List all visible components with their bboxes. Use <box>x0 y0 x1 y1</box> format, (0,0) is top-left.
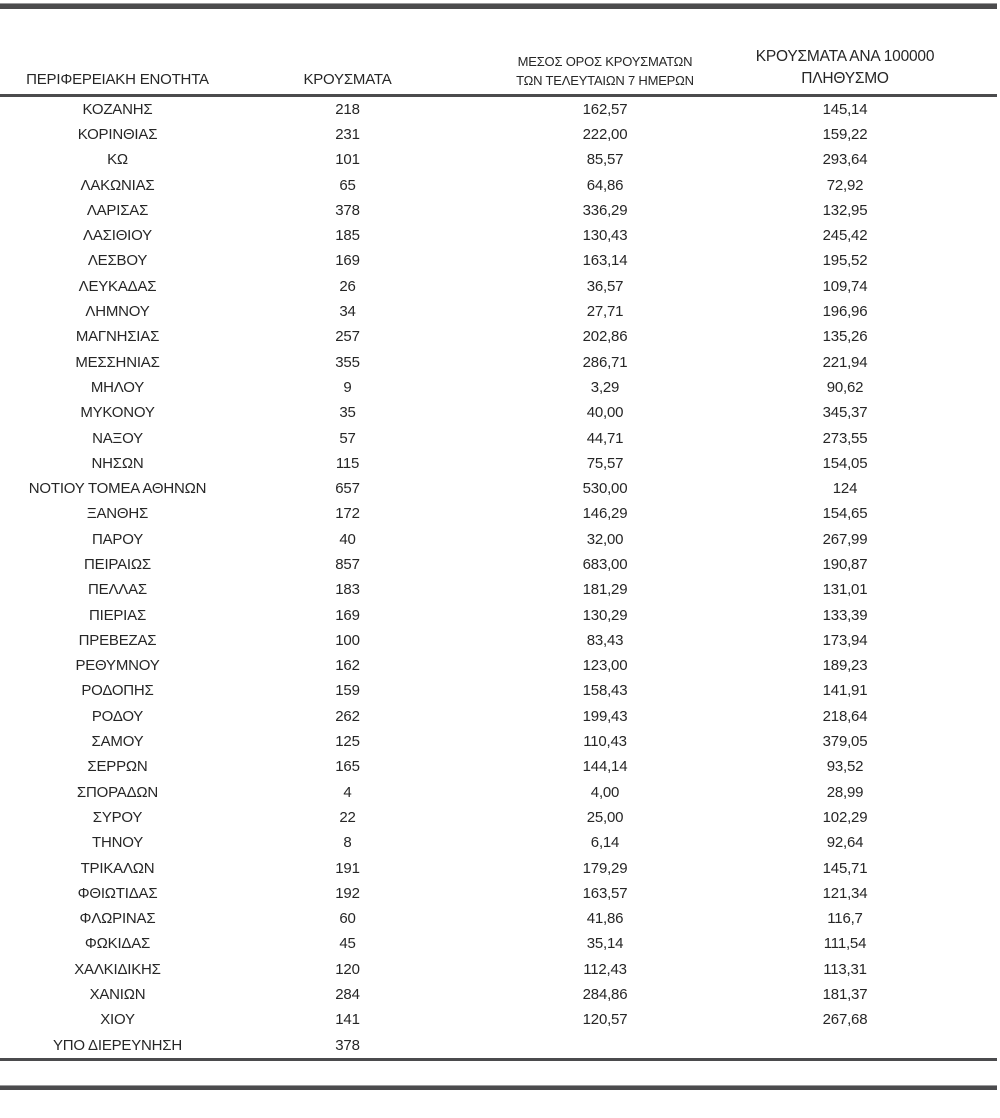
spacer-cell <box>940 729 997 754</box>
avg7-cell: 25,00 <box>586 808 624 826</box>
spacer-cell <box>940 122 997 147</box>
cases-cell: 857 <box>335 555 360 573</box>
spacer-cell <box>940 324 997 349</box>
cases-cell: 65 <box>339 176 356 194</box>
cases-cell: 657 <box>335 480 360 498</box>
spacer-cell <box>940 780 997 805</box>
cases-cell: 378 <box>335 1036 360 1054</box>
per100k-cell: 267,99 <box>822 530 868 548</box>
regional-cases-table <box>0 8 997 1061</box>
table-row <box>0 830 997 855</box>
table-row <box>0 931 997 956</box>
region-cell: ΥΠΟ ΔΙΕΡΕΥΝΗΣΗ <box>52 1036 183 1054</box>
spacer-cell <box>940 577 997 602</box>
table-row <box>0 906 997 931</box>
per100k-cell: 111,54 <box>823 935 867 953</box>
spacer-cell <box>940 855 997 880</box>
per100k-cell: 159,22 <box>822 125 868 143</box>
avg7-cell: 110,43 <box>583 733 627 751</box>
table-row <box>0 95 997 122</box>
per100k-cell: 113,31 <box>823 960 867 978</box>
per100k-cell: 133,39 <box>822 606 868 624</box>
per100k-cell: 154,05 <box>822 454 868 472</box>
avg7-cell: 181,29 <box>582 581 628 599</box>
region-cell: ΠΕΛΛΑΣ <box>88 581 147 599</box>
spacer-cell <box>940 274 997 299</box>
per100k-cell: 28,99 <box>826 783 864 801</box>
cases-cell: 45 <box>339 935 356 953</box>
column-header-region-label: ΠΕΡΙΦΕΡΕΙΑΚΗ ΕΝΟΤΗΤΑ <box>26 70 209 88</box>
table-row <box>0 274 997 299</box>
region-cell: ΜΗΛΟΥ <box>90 378 145 396</box>
cases-cell: 169 <box>335 606 360 624</box>
region-cell: ΧΑΝΙΩΝ <box>89 986 146 1004</box>
spacer-cell <box>940 678 997 703</box>
cases-cell: 120 <box>335 960 360 978</box>
per100k-cell: 141,91 <box>822 682 868 700</box>
table-row <box>0 172 997 197</box>
region-cell: ΚΟΡΙΝΘΙΑΣ <box>77 125 158 143</box>
spacer-cell <box>940 400 997 425</box>
table-header <box>0 8 997 95</box>
table-row <box>0 855 997 880</box>
per100k-cell: 132,95 <box>822 201 868 219</box>
region-cell: ΠΑΡΟΥ <box>91 530 144 548</box>
cases-cell: 26 <box>339 277 356 295</box>
table-row <box>0 324 997 349</box>
per100k-cell: 190,87 <box>822 555 868 573</box>
per100k-cell: 181,37 <box>822 986 868 1004</box>
cases-cell: 4 <box>343 783 352 801</box>
table-row <box>0 678 997 703</box>
table-row <box>0 754 997 779</box>
region-cell: ΡΕΘΥΜΝΟΥ <box>75 657 160 675</box>
table-row <box>0 982 997 1007</box>
per100k-cell: 196,96 <box>822 303 868 321</box>
avg7-cell: 112,43 <box>583 960 627 978</box>
per100k-cell: 379,05 <box>822 733 868 751</box>
region-cell: ΦΛΩΡΙΝΑΣ <box>79 910 156 928</box>
region-cell: ΝΑΞΟΥ <box>92 429 143 447</box>
avg7-cell: 3,29 <box>590 378 620 396</box>
table-row <box>0 299 997 324</box>
avg7-cell: 44,71 <box>586 429 624 447</box>
spacer-cell <box>940 299 997 324</box>
region-cell: ΡΟΔΟΠΗΣ <box>81 682 154 700</box>
spacer-cell <box>940 501 997 526</box>
per100k-cell: 267,68 <box>822 1011 868 1029</box>
spacer-cell <box>940 451 997 476</box>
column-header-7day-average <box>460 8 750 95</box>
table-row <box>0 451 997 476</box>
per100k-cell: 154,65 <box>822 505 868 523</box>
avg7-cell: 36,57 <box>586 277 624 295</box>
table-row <box>0 552 997 577</box>
cases-cell: 159 <box>335 682 360 700</box>
region-cell: ΣΥΡΟΥ <box>92 808 143 826</box>
per100k-cell: 102,29 <box>822 808 868 826</box>
cases-cell: 125 <box>335 733 360 751</box>
cases-cell: 231 <box>335 125 360 143</box>
region-cell: ΠΡΕΒΕΖΑΣ <box>78 631 157 649</box>
cases-cell: 115 <box>335 454 360 472</box>
spacer-cell <box>940 931 997 956</box>
table-row <box>0 1007 997 1032</box>
avg7-cell: 199,43 <box>582 707 628 725</box>
column-header-spacer <box>940 8 997 95</box>
region-cell: ΞΑΝΘΗΣ <box>86 505 149 523</box>
table-row <box>0 602 997 627</box>
table-row <box>0 805 997 830</box>
region-cell: ΧΙΟΥ <box>100 1011 135 1029</box>
avg7-cell: 75,57 <box>586 454 624 472</box>
column-header-per-100000-line1: ΚΡΟΥΣΜΑΤΑ ΑΝΑ 100000 <box>755 47 935 65</box>
table-row <box>0 425 997 450</box>
table-row <box>0 1032 997 1059</box>
spacer-cell <box>940 754 997 779</box>
table-row <box>0 349 997 374</box>
per100k-cell: 273,55 <box>822 429 868 447</box>
spacer-cell <box>940 425 997 450</box>
avg7-cell: 336,29 <box>582 201 628 219</box>
spacer-cell <box>940 982 997 1007</box>
table-row <box>0 375 997 400</box>
cases-cell: 165 <box>335 758 360 776</box>
spacer-cell <box>940 95 997 122</box>
table-row <box>0 780 997 805</box>
table-row <box>0 653 997 678</box>
region-cell: ΜΥΚΟΝΟΥ <box>80 404 155 422</box>
cases-cell: 162 <box>335 657 360 675</box>
cases-cell: 141 <box>335 1011 360 1029</box>
per100k-cell: 135,26 <box>822 328 868 346</box>
region-cell: ΛΕΣΒΟΥ <box>87 252 148 270</box>
spacer-cell <box>940 375 997 400</box>
per100k-cell: 109,74 <box>822 277 868 295</box>
spacer-cell <box>940 628 997 653</box>
region-cell: ΚΩ <box>107 151 128 169</box>
bottom-rule <box>0 1085 997 1090</box>
cases-cell: 355 <box>335 353 360 371</box>
cases-cell: 218 <box>335 100 360 118</box>
spacer-cell <box>940 527 997 552</box>
spacer-cell <box>940 349 997 374</box>
spacer-cell <box>940 552 997 577</box>
region-cell: ΛΗΜΝΟΥ <box>85 303 150 321</box>
per100k-cell: 116,7 <box>827 910 863 928</box>
avg7-cell: 32,00 <box>586 530 624 548</box>
table-row <box>0 729 997 754</box>
per100k-cell: 221,94 <box>822 353 868 371</box>
spacer-cell <box>940 248 997 273</box>
table-row <box>0 501 997 526</box>
avg7-cell: 27,71 <box>586 303 624 321</box>
table-row <box>0 957 997 982</box>
avg7-cell: 158,43 <box>582 682 628 700</box>
spacer-cell <box>940 906 997 931</box>
avg7-cell: 4,00 <box>590 783 620 801</box>
per100k-cell: 173,94 <box>822 631 868 649</box>
avg7-cell: 35,14 <box>586 935 624 953</box>
column-header-cases <box>235 8 460 95</box>
cases-cell: 191 <box>335 859 360 877</box>
avg7-cell: 41,86 <box>586 910 624 928</box>
table-row <box>0 147 997 172</box>
region-cell: ΜΑΓΝΗΣΙΑΣ <box>75 328 160 346</box>
cases-cell: 172 <box>335 505 360 523</box>
region-cell: ΤΗΝΟΥ <box>91 834 144 852</box>
cases-cell: 22 <box>339 808 356 826</box>
avg7-cell: 144,14 <box>582 758 628 776</box>
table-row <box>0 400 997 425</box>
spacer-cell <box>940 805 997 830</box>
table-row <box>0 248 997 273</box>
region-cell: ΛΑΚΩΝΙΑΣ <box>80 176 155 194</box>
table-row <box>0 223 997 248</box>
region-cell: ΛΑΡΙΣΑΣ <box>86 201 149 219</box>
per100k-cell: 93,52 <box>826 758 864 776</box>
table-row <box>0 122 997 147</box>
region-cell: ΚΟΖΑΝΗΣ <box>82 100 153 118</box>
table-row <box>0 527 997 552</box>
avg7-cell: 64,86 <box>586 176 624 194</box>
region-cell: ΠΙΕΡΙΑΣ <box>88 606 147 624</box>
per100k-cell: 121,34 <box>822 884 868 902</box>
spacer-cell <box>940 1032 997 1059</box>
avg7-cell: 202,86 <box>582 328 628 346</box>
cases-cell: 257 <box>335 328 360 346</box>
region-cell: ΠΕΙΡΑΙΩΣ <box>84 555 151 573</box>
per100k-cell: 131,01 <box>822 581 868 599</box>
cases-cell: 40 <box>339 530 356 548</box>
spacer-cell <box>940 957 997 982</box>
cases-cell: 284 <box>335 986 360 1004</box>
column-header-per-100000 <box>750 8 940 95</box>
region-cell: ΜΕΣΣΗΝΙΑΣ <box>75 353 160 371</box>
per100k-cell: 218,64 <box>822 707 868 725</box>
region-cell: ΛΕΥΚΑΔΑΣ <box>78 277 157 295</box>
column-header-7day-average-line2: ΤΩΝ ΤΕΛΕΥΤΑΙΩΝ 7 ΗΜΕΡΩΝ <box>516 72 694 88</box>
region-cell: ΣΕΡΡΩΝ <box>87 758 148 776</box>
per100k-cell: 293,64 <box>822 151 868 169</box>
avg7-cell: 130,43 <box>582 227 628 245</box>
column-header-per-100000-line2: ΠΛΗΘΥΣΜΟ <box>801 70 889 88</box>
cases-cell: 57 <box>339 429 356 447</box>
avg7-cell: 123,00 <box>582 657 628 675</box>
spacer-cell <box>940 881 997 906</box>
cases-cell: 35 <box>339 404 356 422</box>
per100k-cell: 145,71 <box>822 859 868 877</box>
avg7-cell: 85,57 <box>586 151 624 169</box>
avg7-cell: 284,86 <box>582 986 628 1004</box>
per100k-cell: 189,23 <box>822 657 868 675</box>
avg7-cell <box>460 1032 750 1059</box>
avg7-cell: 120,57 <box>582 1011 628 1029</box>
table-row <box>0 198 997 223</box>
spacer-cell <box>940 476 997 501</box>
region-cell: ΤΡΙΚΑΛΩΝ <box>80 859 155 877</box>
avg7-cell: 222,00 <box>582 125 628 143</box>
cases-cell: 60 <box>339 910 356 928</box>
cases-cell: 378 <box>335 201 360 219</box>
spacer-cell <box>940 147 997 172</box>
cases-cell: 9 <box>343 378 352 396</box>
table-row <box>0 577 997 602</box>
spacer-cell <box>940 1007 997 1032</box>
table-row <box>0 628 997 653</box>
per100k-cell: 345,37 <box>822 404 868 422</box>
per100k-cell: 90,62 <box>826 378 864 396</box>
avg7-cell: 6,14 <box>590 834 620 852</box>
cases-cell: 100 <box>335 631 360 649</box>
cases-cell: 183 <box>335 581 360 599</box>
spacer-cell <box>940 704 997 729</box>
avg7-cell: 83,43 <box>586 631 624 649</box>
avg7-cell: 530,00 <box>582 480 628 498</box>
region-cell: ΧΑΛΚΙΔΙΚΗΣ <box>74 960 161 978</box>
per100k-cell: 124 <box>832 480 858 498</box>
cases-cell: 101 <box>335 151 360 169</box>
region-cell: ΝΟΤΙΟΥ ΤΟΜΕΑ ΑΘΗΝΩΝ <box>28 480 207 498</box>
spacer-cell <box>940 602 997 627</box>
avg7-cell: 163,14 <box>582 252 628 270</box>
avg7-cell: 130,29 <box>582 606 628 624</box>
avg7-cell: 163,57 <box>582 884 628 902</box>
cases-cell: 262 <box>335 707 360 725</box>
region-cell: ΣΠΟΡΑΔΩΝ <box>76 783 159 801</box>
cases-cell: 34 <box>339 303 356 321</box>
spacer-cell <box>940 830 997 855</box>
per100k-cell: 145,14 <box>822 100 868 118</box>
cases-cell: 169 <box>335 252 360 270</box>
per100k-cell: 92,64 <box>826 834 864 852</box>
spacer-cell <box>940 653 997 678</box>
per100k-cell: 195,52 <box>822 252 868 270</box>
cases-cell: 192 <box>335 884 360 902</box>
column-header-cases-label: ΚΡΟΥΣΜΑΤΑ <box>303 70 392 88</box>
region-cell: ΦΩΚΙΔΑΣ <box>84 935 151 953</box>
column-header-7day-average-line1: ΜΕΣΟΣ ΟΡΟΣ ΚΡΟΥΣΜΑΤΩΝ <box>517 53 693 69</box>
table-body <box>0 95 997 1059</box>
avg7-cell: 146,29 <box>582 505 628 523</box>
cases-cell: 185 <box>335 227 360 245</box>
avg7-cell: 40,00 <box>586 404 624 422</box>
avg7-cell: 179,29 <box>582 859 628 877</box>
avg7-cell: 683,00 <box>582 555 628 573</box>
spacer-cell <box>940 223 997 248</box>
table-row <box>0 881 997 906</box>
per100k-cell: 72,92 <box>826 176 864 194</box>
avg7-cell: 162,57 <box>582 100 628 118</box>
per100k-cell: 245,42 <box>822 227 868 245</box>
region-cell: ΦΘΙΩΤΙΔΑΣ <box>77 884 158 902</box>
region-cell: ΛΑΣΙΘΙΟΥ <box>83 227 152 245</box>
spacer-cell <box>940 198 997 223</box>
region-cell: ΝΗΣΩΝ <box>91 454 144 472</box>
spacer-cell <box>940 172 997 197</box>
header-row <box>0 8 997 95</box>
column-header-region <box>0 8 235 95</box>
avg7-cell: 286,71 <box>582 353 628 371</box>
cases-cell: 8 <box>343 834 352 852</box>
table-row <box>0 704 997 729</box>
region-cell: ΡΟΔΟΥ <box>91 707 144 725</box>
per100k-cell <box>750 1032 940 1059</box>
region-cell: ΣΑΜΟΥ <box>91 733 144 751</box>
table-row <box>0 476 997 501</box>
